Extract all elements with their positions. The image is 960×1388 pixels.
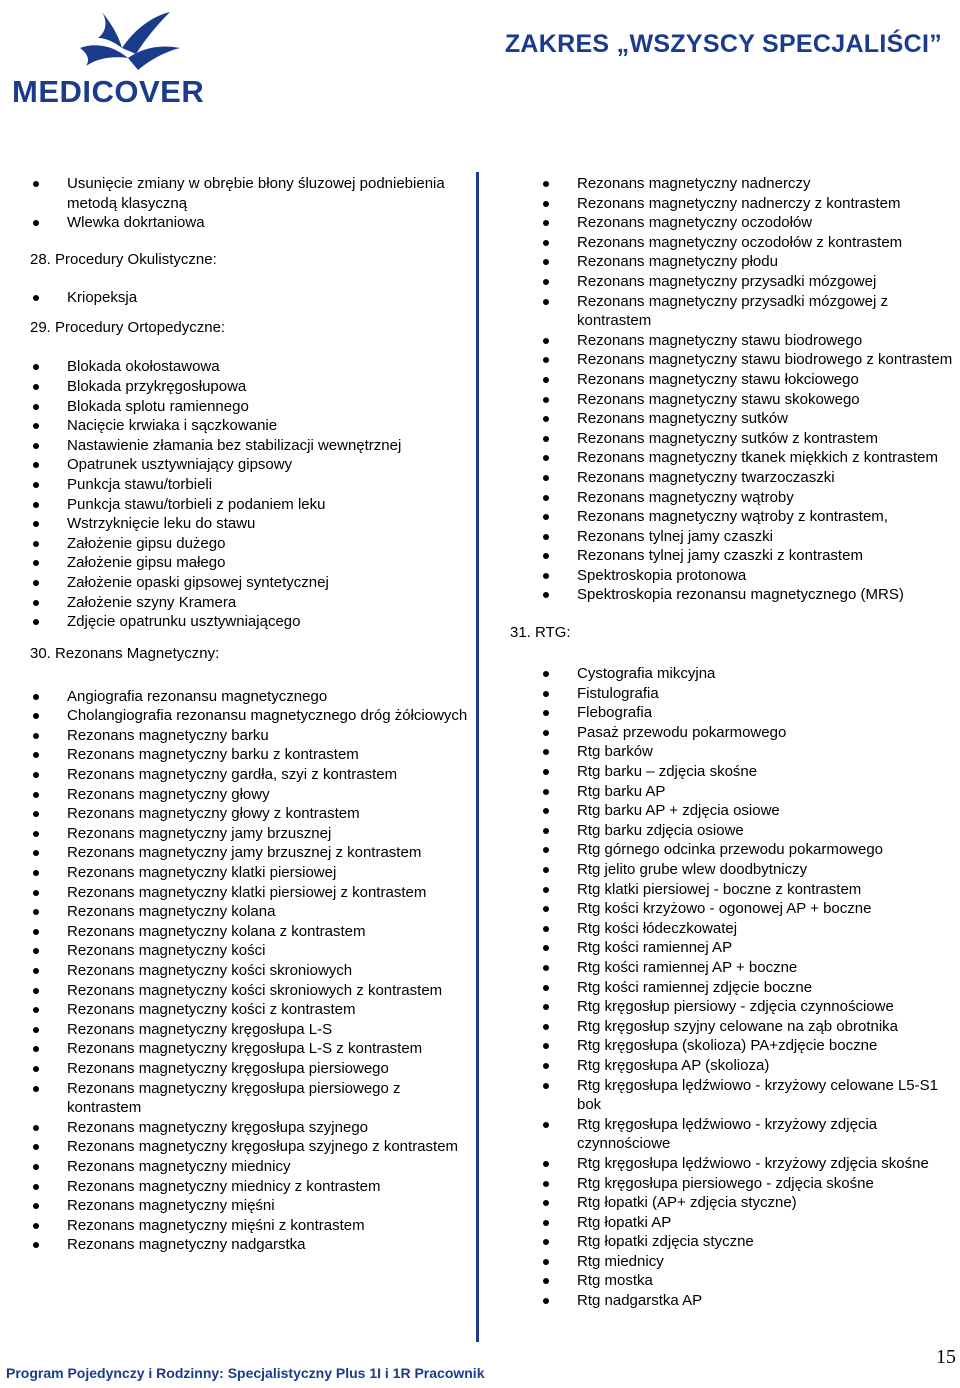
list-item: Rezonans magnetyczny jamy brzusznej bbox=[30, 824, 470, 844]
list-item: Rezonans magnetyczny stawu biodrowego z kontrastem bbox=[540, 350, 960, 370]
list-item: Rezonans magnetyczny płodu bbox=[540, 252, 960, 272]
list-item: Rezonans magnetyczny twarzoczaszki bbox=[540, 468, 960, 488]
list-item: Rezonans magnetyczny kręgosłupa L-S z kontrastem bbox=[30, 1039, 470, 1059]
list-item: Rtg kręgosłupa lędźwiowo - krzyżowy zdjęcia czynnościowe bbox=[540, 1115, 960, 1154]
list-item: Rezonans magnetyczny sutków bbox=[540, 409, 960, 429]
list-item: Rtg barku AP bbox=[540, 782, 960, 802]
list-item: Rezonans magnetyczny kości bbox=[30, 941, 470, 961]
list-item: Rtg łopatki AP bbox=[540, 1213, 960, 1233]
list-item: Rtg kręgosłupa (skolioza) PA+zdjęcie boczne bbox=[540, 1036, 960, 1056]
list-item: Rezonans magnetyczny przysadki mózgowej z kontrastem bbox=[540, 292, 960, 331]
section-29-heading bbox=[30, 318, 470, 337]
list-item: Rezonans magnetyczny wątroby z kontrastem, bbox=[540, 507, 960, 527]
list-item: Rtg górnego odcinka przewodu pokarmowego bbox=[540, 840, 960, 860]
list-item: Rezonans magnetyczny kości skroniowych bbox=[30, 961, 470, 981]
list-item: Rtg kręgosłup piersiowy - zdjęcia czynnościowe bbox=[540, 997, 960, 1017]
section-31-list bbox=[540, 664, 960, 1311]
list-item: Rtg kręgosłupa AP (skolioza) bbox=[540, 1056, 960, 1076]
list-item: Założenie gipsu dużego bbox=[30, 534, 470, 554]
list-item: Rezonans magnetyczny kości z kontrastem bbox=[30, 1000, 470, 1020]
page-title: ZAKRES „WSZYSCY SPECJALIŚCI” bbox=[504, 30, 942, 58]
list-item: Rezonans magnetyczny kolana z kontrastem bbox=[30, 922, 470, 942]
list-item: Rezonans tylnej jamy czaszki z kontrastem bbox=[540, 546, 960, 566]
list-item: Rezonans magnetyczny stawu skokowego bbox=[540, 390, 960, 410]
list-item: Rtg mostka bbox=[540, 1271, 960, 1291]
footer-text: Program Pojedynczy i Rodzinny: Specjalistyczny Plus 1I i 1R Pracownik bbox=[6, 1365, 485, 1381]
list-item: Założenie gipsu małego bbox=[30, 553, 470, 573]
right-column bbox=[510, 172, 960, 1311]
list-item: Rtg klatki piersiowej - boczne z kontrastem bbox=[540, 880, 960, 900]
list-item: Rezonans magnetyczny kolana bbox=[30, 902, 470, 922]
list-item: Rezonans magnetyczny klatki piersiowej bbox=[30, 863, 470, 883]
section-31-title: 31. RTG: bbox=[510, 624, 571, 642]
list-item: Rezonans magnetyczny miednicy bbox=[30, 1157, 470, 1177]
list-item: Założenie opaski gipsowej syntetycznej bbox=[30, 573, 470, 593]
list-item: Rezonans magnetyczny głowy bbox=[30, 785, 470, 805]
list-item: Rtg kręgosłupa lędźwiowo - krzyżowy zdjęcia skośne bbox=[540, 1154, 960, 1174]
list-item: Rtg łopatki (AP+ zdjęcia styczne) bbox=[540, 1193, 960, 1213]
list-item: Rezonans magnetyczny kręgosłupa piersiowego bbox=[30, 1059, 470, 1079]
list-item: Usunięcie zmiany w obrębie błony śluzowej podniebienia metodą klasyczną bbox=[30, 174, 470, 213]
list-item: Nastawienie złamania bez stabilizacji wewnętrznej bbox=[30, 436, 470, 456]
list-item: Fistulografia bbox=[540, 684, 960, 704]
list-item: Opatrunek usztywniający gipsowy bbox=[30, 455, 470, 475]
left-column bbox=[30, 172, 470, 1255]
list-item: Rezonans magnetyczny barku z kontrastem bbox=[30, 745, 470, 765]
list-item: Rtg barku AP + zdjęcia osiowe bbox=[540, 801, 960, 821]
list-item: Blokada przykręgosłupowa bbox=[30, 377, 470, 397]
list-item: Cholangiografia rezonansu magnetycznego dróg żółciowych bbox=[30, 706, 470, 726]
list-item: Rtg kręgosłupa piersiowego - zdjęcia skośne bbox=[540, 1174, 960, 1194]
list-item: Rezonans magnetyczny kręgosłupa szyjnego z kontrastem bbox=[30, 1137, 470, 1157]
list-item: Nacięcie krwiaka i sączkowanie bbox=[30, 416, 470, 436]
list-item: Rtg nadgarstka AP bbox=[540, 1291, 960, 1311]
list-item: Rezonans magnetyczny sutków z kontrastem bbox=[540, 429, 960, 449]
list-item: Rtg jelito grube wlew doodbytniczy bbox=[540, 860, 960, 880]
list-item: Rezonans magnetyczny tkanek miękkich z kontrastem bbox=[540, 448, 960, 468]
list-item: Rezonans magnetyczny jamy brzusznej z kontrastem bbox=[30, 843, 470, 863]
list-item: Rezonans magnetyczny oczodołów z kontrastem bbox=[540, 233, 960, 253]
list-item: Cystografia mikcyjna bbox=[540, 664, 960, 684]
list-item: Rezonans magnetyczny głowy z kontrastem bbox=[30, 804, 470, 824]
section-29-list bbox=[30, 357, 470, 631]
list-item: Rtg kości ramiennej AP bbox=[540, 938, 960, 958]
list-item: Rezonans magnetyczny nadgarstka bbox=[30, 1235, 470, 1255]
list-item: Punkcja stawu/torbieli bbox=[30, 475, 470, 495]
list-item: Rezonans magnetyczny nadnerczy bbox=[540, 174, 960, 194]
list-item: Rezonans magnetyczny nadnerczy z kontrastem bbox=[540, 194, 960, 214]
list-item: Rtg barków bbox=[540, 742, 960, 762]
logo-text: MEDICOVER bbox=[12, 74, 205, 109]
list-item: Wlewka dokrtaniowa bbox=[30, 213, 470, 233]
list-item: Rtg miednicy bbox=[540, 1252, 960, 1272]
list-item: Rtg kości łódeczkowatej bbox=[540, 919, 960, 939]
list-item: Pasaż przewodu pokarmowego bbox=[540, 723, 960, 743]
list-item: Rezonans magnetyczny mięśni bbox=[30, 1196, 470, 1216]
section-30-list bbox=[30, 687, 470, 1255]
page-number: 15 bbox=[936, 1346, 956, 1368]
list-item: Rezonans magnetyczny barku bbox=[30, 726, 470, 746]
list-item: Rezonans magnetyczny wątroby bbox=[540, 488, 960, 508]
list-item: Kriopeksja bbox=[30, 288, 470, 308]
list-item: Flebografia bbox=[540, 703, 960, 723]
list-item: Rtg kości ramiennej zdjęcie boczne bbox=[540, 978, 960, 998]
list-item: Spektroskopia rezonansu magnetycznego (MRS) bbox=[540, 585, 960, 605]
list-item: Rezonans magnetyczny kręgosłupa piersiowego z kontrastem bbox=[30, 1079, 470, 1118]
list-item: Rezonans magnetyczny stawu biodrowego bbox=[540, 331, 960, 351]
list-item: Blokada splotu ramiennego bbox=[30, 397, 470, 417]
list-item: Rezonans magnetyczny kręgosłupa L-S bbox=[30, 1020, 470, 1040]
list-item: Rtg łopatki zdjęcia styczne bbox=[540, 1232, 960, 1252]
section-31-heading bbox=[510, 623, 960, 642]
list-item: Rezonans magnetyczny oczodołów bbox=[540, 213, 960, 233]
list-item: Rtg barku – zdjęcia skośne bbox=[540, 762, 960, 782]
list-item: Blokada okołostawowa bbox=[30, 357, 470, 377]
list-item: Rezonans magnetyczny gardła, szyi z kontrastem bbox=[30, 765, 470, 785]
list-item: Założenie szyny Kramera bbox=[30, 593, 470, 613]
list-item: Rtg kości krzyżowo - ogonowej AP + boczne bbox=[540, 899, 960, 919]
list-item: Rezonans magnetyczny kości skroniowych z kontrastem bbox=[30, 981, 470, 1001]
section-28-heading bbox=[30, 250, 470, 269]
list-item: Zdjęcie opatrunku usztywniającego bbox=[30, 612, 470, 632]
list-item: Angiografia rezonansu magnetycznego bbox=[30, 687, 470, 707]
list-item: Rtg kręgosłup szyjny celowane na ząb obrotnika bbox=[540, 1017, 960, 1037]
continued-list bbox=[540, 174, 960, 605]
section-30-title: 30. Rezonans Magnetyczny: bbox=[30, 644, 220, 662]
list-item: Rezonans magnetyczny przysadki mózgowej bbox=[540, 272, 960, 292]
list-item: Rtg barku zdjęcia osiowe bbox=[540, 821, 960, 841]
list-item: Punkcja stawu/torbieli z podaniem leku bbox=[30, 495, 470, 515]
list-item: Rezonans magnetyczny klatki piersiowej z kontrastem bbox=[30, 883, 470, 903]
list-item: Spektroskopia protonowa bbox=[540, 566, 960, 586]
list-item: Wstrzyknięcie leku do stawu bbox=[30, 514, 470, 534]
list-item: Rezonans magnetyczny stawu łokciowego bbox=[540, 370, 960, 390]
list-item: Rezonans tylnej jamy czaszki bbox=[540, 527, 960, 547]
list-item: Rezonans magnetyczny mięśni z kontrastem bbox=[30, 1216, 470, 1236]
list-item: Rtg kości ramiennej AP + boczne bbox=[540, 958, 960, 978]
intro-list bbox=[30, 174, 470, 233]
section-29-title: 29. Procedury Ortopedyczne: bbox=[30, 319, 226, 337]
section-30-heading bbox=[30, 644, 470, 663]
section-28-list bbox=[30, 288, 470, 308]
list-item: Rezonans magnetyczny kręgosłupa szyjnego bbox=[30, 1118, 470, 1138]
list-item: Rtg kręgosłupa lędźwiowo - krzyżowy celowane L5-S1 bok bbox=[540, 1076, 960, 1115]
list-item: Rezonans magnetyczny miednicy z kontrastem bbox=[30, 1177, 470, 1197]
section-28-title: 28. Procedury Okulistyczne: bbox=[30, 250, 217, 268]
column-divider bbox=[476, 172, 479, 1342]
